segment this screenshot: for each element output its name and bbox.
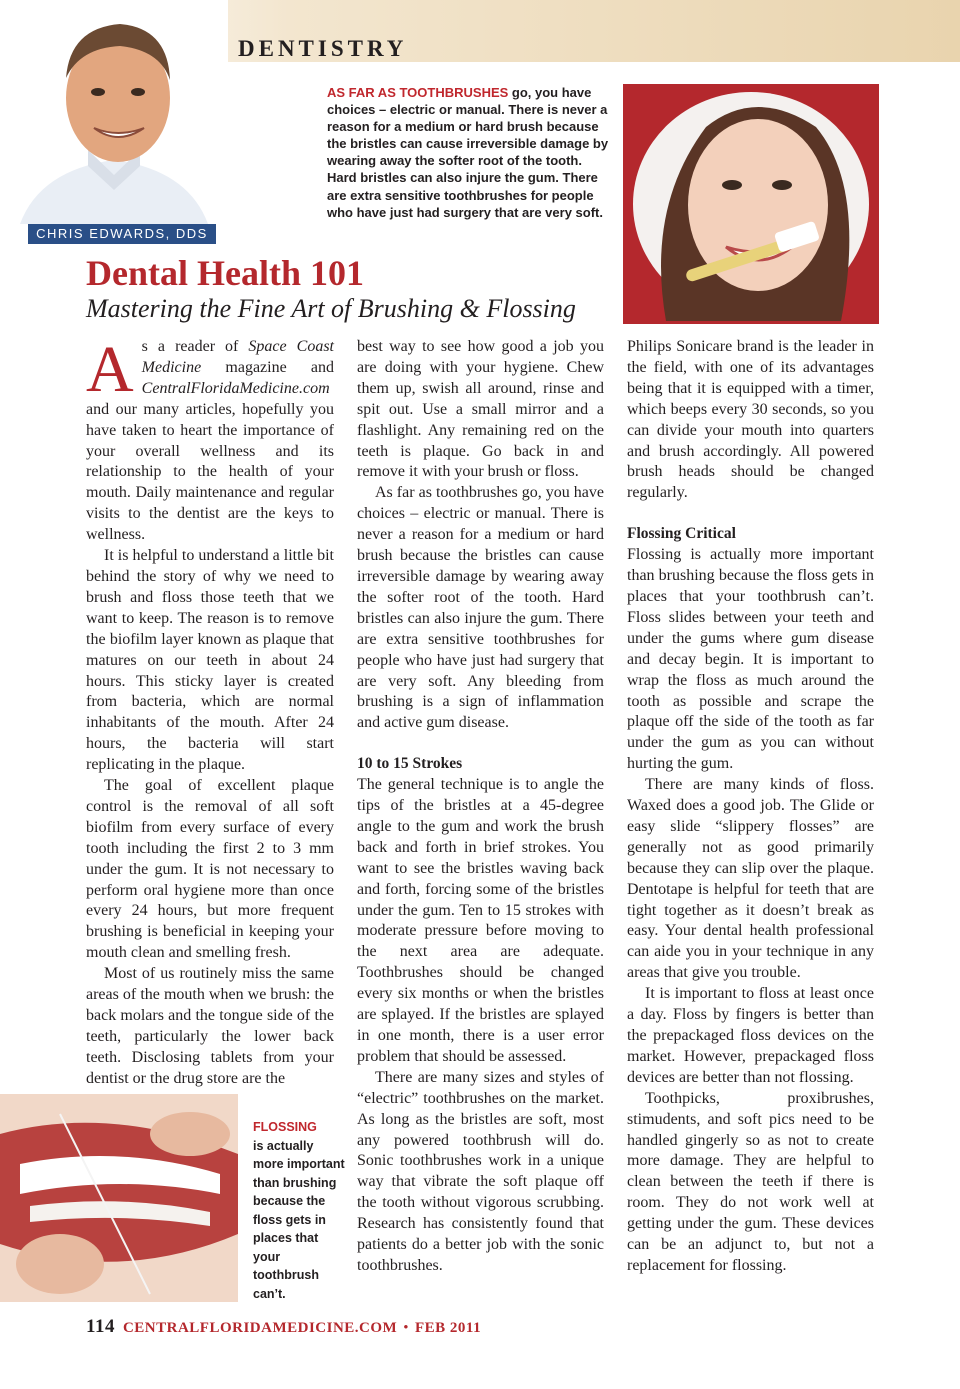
paragraph: The goal of excellent plaque control is the removal of all soft biofilm from every surface of every tooth including the first 2 to 3 mm under the gum. It is not necessary to perform oral hygiene more than once every 24 hours, but more frequent brushing is beneficial in keeping your mouth clean and smelling fresh. (86, 777, 334, 962)
article-subtitle: Mastering the Fine Art of Brushing & Flossing (86, 294, 576, 323)
flossing-caption-lead: FLOSSING (253, 1120, 317, 1134)
section-heading: Flossing Critical (627, 525, 736, 543)
pull-quote-lead: AS FAR AS TOOTHBRUSHES (327, 85, 509, 100)
paragraph: It is important to floss at least once a day. Floss by fingers is better than the prepackaged floss devices on the market. However, prepackaged floss devices are better than not flossing. (627, 985, 874, 1086)
article-column-2 (357, 337, 604, 1277)
section-title: DENTISTRY (238, 36, 408, 61)
article-title: Dental Health 101 (86, 253, 364, 293)
paragraph: The general technique is to angle the tips of the bristles at a 45-degree angle to the gum and work the brush back and forth in brief strokes. You want to see the bristles waving back and forth, forcing some of the bristles under the gum. Ten to 15 strokes with moderate pressure before moving to the next area are adequate. Toothbrushes should be changed every six months or when the bristles are splayed. If the bristles are splayed in one month, there is a user error problem that should be assessed. (357, 776, 604, 1065)
section-heading: 10 to 15 Strokes (357, 755, 463, 773)
paragraph: There are many kinds of floss. Waxed does a good job. The Glide or easy slide “slippery flosses” are generally not as good primarily because they can slip over the plaque. Dentotape is helpful for teeth that are tight together as it doesn’t break as easy. Your dental health professional can aide you in your technique in any areas that give you trouble. (627, 776, 874, 982)
toothbrush-woman-photo (623, 84, 879, 324)
article-column-3 (627, 337, 874, 1277)
article-column-1 (86, 333, 334, 1090)
author-caption: CHRIS EDWARDS, DDS (28, 224, 216, 244)
text-run: s a reader of (141, 338, 249, 355)
pull-quote (327, 84, 611, 221)
page-number: 114 (86, 1316, 115, 1337)
paragraph: best way to see how good a job you are doing with your hygiene. Chew them up, swish all around, rinse and spit out. Use a small mirror and a flashlight. Any remaining red on the teeth is plaque. Go back in and remove it with your brush or floss. (357, 338, 604, 481)
website-name: CentralFloridaMedicine.com (141, 379, 330, 397)
flossing-caption-text: is actually more important than brushing because the floss gets in places that your toothbrush can’t. (253, 1138, 345, 1301)
flossing-photo (0, 1094, 238, 1302)
pull-quote-text: go, you have choices – electric or manual. There is never a reason for a medium or hard brush because the bristles can cause irreversible damage by wearing away the softer root of the tooth. Hard bristles can also injure the gum. There are extra sensitive toothbrushes for people who have just had surgery that are very soft. (327, 85, 609, 220)
footer-issue: FEB 2011 (414, 1320, 482, 1336)
paragraph: As far as toothbrushes go, you have choices – electric or manual. There is never a reason for a medium or hard brush because the bristles can cause irreversible damage by wearing away the softer root of the tooth. Hard bristles can also injure the gum. There are extra sensitive toothbrushes for people who have just had surgery that are very soft. Any bleeding from brushing is a sign of inflammation and active gum disease. (357, 484, 604, 732)
magazine-name: Space Coast Medicine (141, 338, 334, 376)
author-photo (0, 0, 228, 224)
drop-cap: A (86, 333, 134, 406)
footer-site: CENTRALFLORIDAMEDICINE.COM (122, 1320, 398, 1336)
paragraph: Flossing is actually more important than brushing because the floss gets in places that your toothbrush can’t. Floss slides between your teeth and under the gums where gum disease and decay begin. It is important to wrap the floss as much around the tooth as possible and scrape the plaque off the side of the tooth as far under the gum as you can without hurting the gum. (627, 546, 874, 773)
flossing-caption (253, 1118, 345, 1303)
text-run: magazine and (201, 358, 334, 376)
paragraph: Toothpicks, proxibrushes, stimudents, and soft pics need to be handled gingerly so as not to create more damage. They are helpful to clean between the teeth if there is room. They do not work well at getting under the gum. These devices can be an adjunct to, but not a replacement for flossing. (627, 1089, 874, 1274)
paragraph: There are many sizes and styles of “electric” toothbrushes on the market. As long as the bristles are soft, most any powered toothbrush will do. Sonic toothbrushes work in a unique way that vibrate the soft plaque off the tooth without vigorous scrubbing. Research has consistently found that patients do a better job with the sonic toothbrushes. (357, 1068, 604, 1274)
paragraph: It is helpful to understand a little bit behind the story of why we need to brush and floss those teeth that we want to keep. The reason is to remove the biofilm layer known as plaque that matures on our teeth in about 24 hours. This sticky layer is created from bacteria, which are normal inhabitants of the mouth. After 24 hours, the bacteria will start replicating in the plaque. (86, 547, 334, 774)
paragraph: Philips Sonicare brand is the leader in the field, with one of its advantages being that it is equipped with a timer, which beeps every 30 seconds, so you can divide your mouth into quarters and brush accordingly. All powered brush heads should be changed regularly. (627, 338, 874, 502)
paragraph (86, 333, 334, 546)
text-run: and our many articles, hopefully you have taken to heart the importance of your overall wellness and its relationship to the health of your mouth. Daily maintenance and regular visits to the dentist are the keys to wellness. (86, 400, 334, 544)
footer-separator: • (403, 1320, 409, 1336)
paragraph: Most of us routinely miss the same areas of the mouth when we brush: the back molars and the tongue side of the teeth, particularly the lower back teeth. Disclosing tablets from your dentist or the drug store are the (86, 965, 334, 1087)
page-footer (86, 1316, 481, 1338)
